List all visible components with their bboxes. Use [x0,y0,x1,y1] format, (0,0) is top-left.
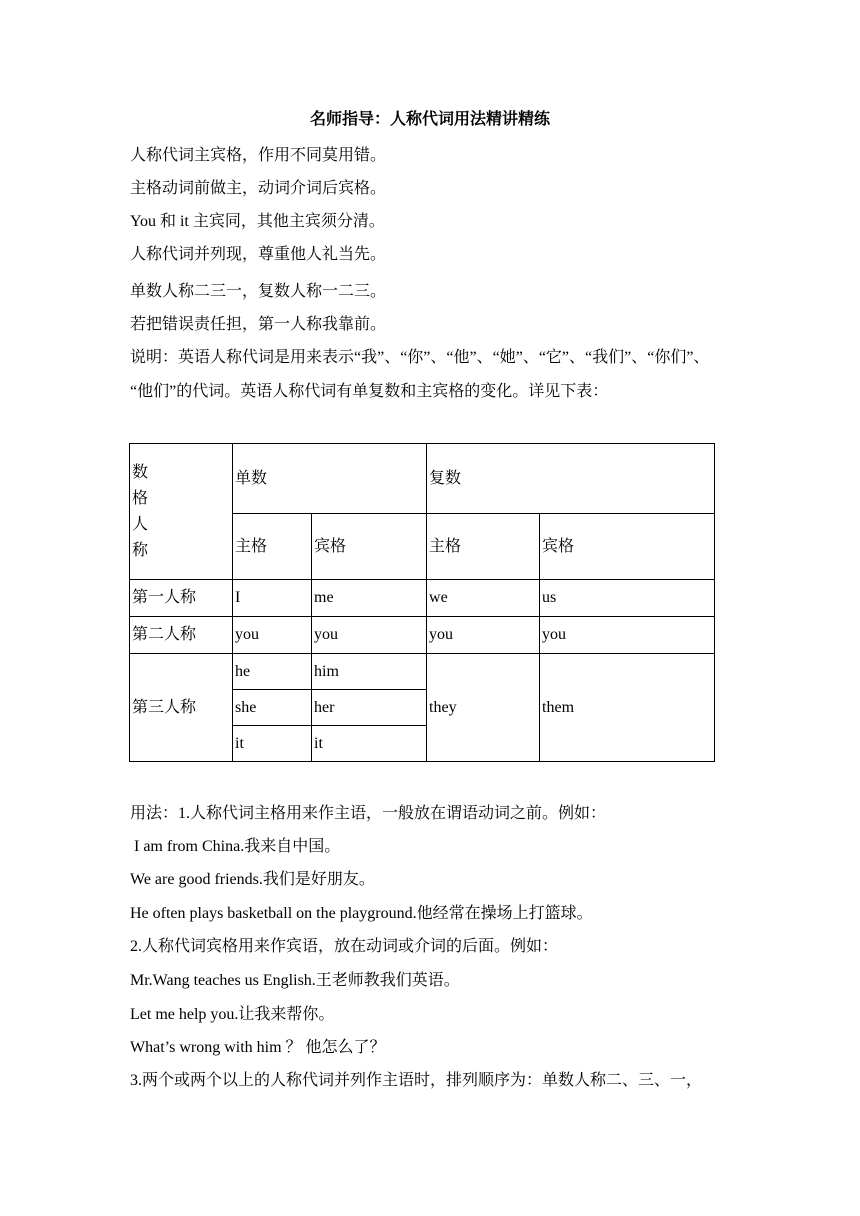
verse-line-4: 人称代词并列现，尊重他人礼当先。 [130,246,387,263]
header-singular-object: 宾格 [312,514,427,580]
header-plural: 复数 [427,444,715,514]
verse-line-5: 单数人称二三一，复数人称一二三。 [130,283,387,300]
cell-second-plural-object: you [540,617,715,654]
example-line-5: Let me help you.让我来帮你。 [130,1006,335,1023]
document-title: 名师指导：人称代词用法精讲精练 [309,111,550,128]
usage-line-2: 2.人称代词宾格用来作宾语，放在动词或介词的后面。例如： [130,938,559,955]
corner-label-person-2: 称 [132,541,149,559]
usage-line-1: 用法：1.人称代词主格用来作主语，一般放在谓语动词之前。例如： [130,805,607,822]
example-line-2: We are good friends.我们是好朋友。 [130,871,375,888]
header-plural-subject: 主格 [427,514,540,580]
example-line-4: Mr.Wang teaches us English.王老师教我们英语。 [130,972,460,989]
header-plural-object: 宾格 [540,514,715,580]
cell-second-singular-subject: you [233,617,312,654]
cell-second-singular-object: you [312,617,427,654]
cell-third-her: her [312,690,427,726]
verse-line-3: You 和 it 主宾同，其他主宾须分清。 [130,213,385,230]
row-label-second-person: 第二人称 [130,617,233,654]
corner-label-number: 数 [132,463,149,481]
example-line-1: I am from China.我来自中国。 [130,838,341,855]
example-line-6: What’s wrong with him ？ 他怎么了？ [130,1039,386,1056]
row-label-third-person: 第三人称 [130,654,233,762]
example-line-3: He often plays basketball on the playground.他经常在操场上打篮球。 [130,905,593,922]
header-singular: 单数 [233,444,427,514]
verse-line-1: 人称代词主宾格，作用不同莫用错。 [130,147,387,164]
explanation-line-2: “他们”的代词。英语人称代词有单复数和主宾格的变化。详见下表： [130,383,609,400]
corner-label-case: 格 [132,489,149,507]
cell-first-singular-object: me [312,580,427,617]
row-label-first-person: 第一人称 [130,580,233,617]
cell-third-she: she [233,690,312,726]
cell-third-he: he [233,654,312,690]
cell-third-plural-subject: they [427,654,540,762]
cell-third-him: him [312,654,427,690]
cell-third-plural-object: them [540,654,715,762]
corner-label-person: 人 [132,515,149,533]
explanation-line-1: 说明：英语人称代词是用来表示“我”、“你”、“他”、“她”、“它”、“我们”、“你们”、 [130,349,710,366]
cell-first-plural-subject: we [427,580,540,617]
verse-line-6: 若把错误责任担，第一人称我靠前。 [130,316,387,333]
header-singular-subject: 主格 [233,514,312,580]
verse-line-2: 主格动词前做主，动词介词后宾格。 [130,180,387,197]
cell-third-it-subject: it [233,726,312,762]
pronoun-table [129,443,715,762]
usage-line-3: 3.两个或两个以上的人称代词并列作主语时，排列顺序为：单数人称二、三、一， [130,1072,703,1089]
table-corner-header [130,444,233,580]
cell-third-it-object: it [312,726,427,762]
cell-second-plural-subject: you [427,617,540,654]
cell-first-plural-object: us [540,580,715,617]
cell-first-singular-subject: I [233,580,312,617]
